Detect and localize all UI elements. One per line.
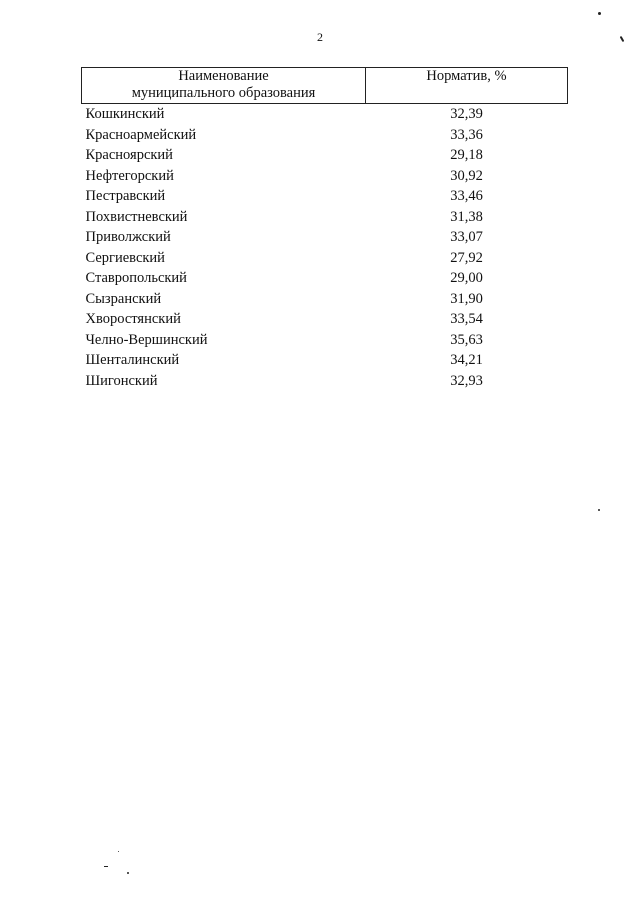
scan-speck bbox=[598, 12, 601, 15]
table-row bbox=[82, 186, 568, 207]
norm-value: 33,54 bbox=[450, 311, 483, 327]
table-row bbox=[82, 145, 568, 166]
page-number: 2 bbox=[317, 30, 323, 44]
municipality-name: Сызранский bbox=[85, 290, 162, 307]
municipality-name: Ставропольский bbox=[85, 270, 187, 286]
norms-table bbox=[81, 67, 568, 391]
municipality-name: Сергиевский bbox=[85, 249, 165, 266]
norm-value: 32,93 bbox=[450, 372, 483, 389]
table-body bbox=[82, 104, 568, 392]
norm-value: 34,21 bbox=[450, 352, 483, 368]
table-row bbox=[82, 371, 568, 392]
table-header-row bbox=[82, 68, 568, 104]
municipality-name: Похвистневский bbox=[85, 208, 188, 225]
municipality-name: Шигонский bbox=[85, 372, 158, 389]
norm-value: 33,07 bbox=[450, 229, 483, 245]
norm-value: 33,36 bbox=[450, 126, 483, 143]
norm-value: 27,92 bbox=[450, 249, 483, 266]
scan-speck bbox=[104, 866, 108, 867]
norm-value: 35,63 bbox=[450, 331, 483, 348]
municipality-name: Челно-Вершинский bbox=[85, 331, 208, 348]
municipality-name: Хворостянский bbox=[85, 311, 181, 327]
table-row bbox=[82, 227, 568, 248]
municipality-name: Нефтегорский bbox=[85, 167, 174, 184]
municipality-name: Пестравский bbox=[85, 188, 166, 204]
norm-value: 33,46 bbox=[450, 188, 483, 204]
scan-speck bbox=[127, 872, 129, 874]
norm-value: 30,92 bbox=[450, 167, 483, 184]
table-row bbox=[82, 104, 568, 125]
table-row bbox=[82, 268, 568, 289]
norm-value: 31,38 bbox=[450, 208, 483, 225]
table-row bbox=[82, 350, 568, 371]
table-row bbox=[82, 166, 568, 187]
table-row bbox=[82, 125, 568, 146]
table-row bbox=[82, 289, 568, 310]
norm-value: 29,00 bbox=[450, 270, 483, 286]
scan-speck bbox=[598, 509, 600, 511]
table-row bbox=[82, 207, 568, 228]
table-row bbox=[82, 248, 568, 269]
municipality-name: Шенталинский bbox=[85, 352, 180, 368]
municipality-name: Кошкинский bbox=[85, 106, 165, 122]
norm-value: 32,39 bbox=[450, 106, 483, 122]
header-municipality-line1: Наименование bbox=[178, 68, 269, 84]
municipality-name: Красноармейский bbox=[85, 126, 197, 143]
header-municipality bbox=[82, 68, 366, 104]
norm-value: 29,18 bbox=[450, 147, 483, 163]
header-norm: Норматив, % bbox=[366, 68, 568, 104]
table-row bbox=[82, 309, 568, 330]
header-municipality-line2: муниципального образования bbox=[131, 84, 316, 101]
norm-value: 31,90 bbox=[450, 290, 483, 307]
municipality-name: Приволжский bbox=[85, 229, 171, 245]
scan-speck bbox=[118, 851, 119, 852]
table-header bbox=[82, 68, 568, 104]
municipality-name: Красноярский bbox=[85, 147, 173, 163]
table-row bbox=[82, 330, 568, 351]
